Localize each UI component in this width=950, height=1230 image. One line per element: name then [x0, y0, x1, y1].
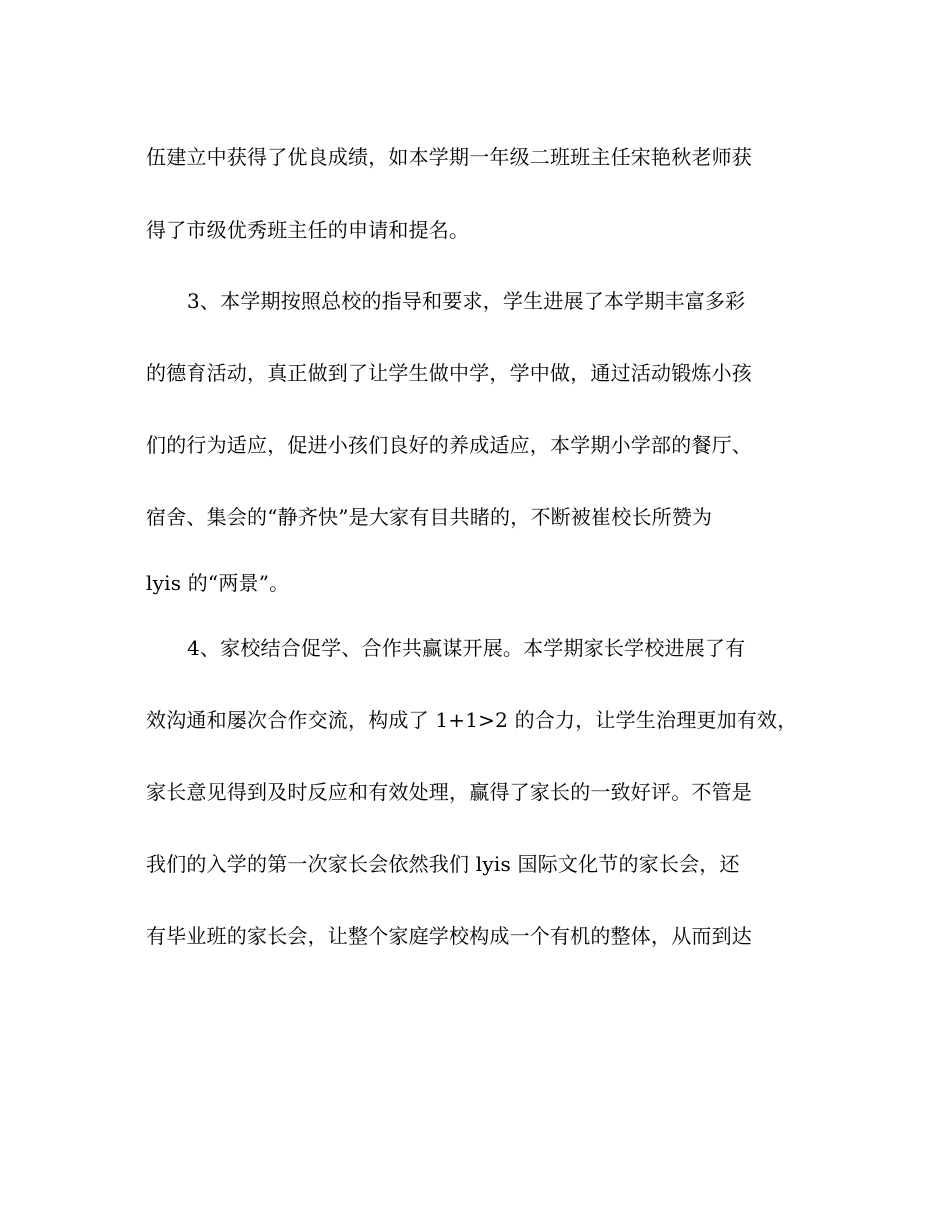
text-line: 伍建立中获得了优良成绩，如本学期一年级二班班主任宋艳秋老师获	[146, 145, 752, 169]
paragraph-start-line: 4、家校结合促学、合作共赢谋开展。本学期家长学校进展了有	[187, 636, 746, 660]
text-line: 们的行为适应，促进小孩们良好的养成适应，本学期小学部的餐厅、	[146, 433, 752, 457]
text-line: 效沟通和屡次合作交流，构成了 1+1>2 的合力，让学生治理更加有效，	[146, 708, 798, 732]
text-line: 我们的入学的第一次家长会依然我们 lyis 国际文化节的家长会，还	[146, 852, 740, 876]
text-line: 家长意见得到及时反应和有效处理，赢得了家长的一致好评。不管是	[146, 780, 752, 804]
text-line: lyis 的“两景”。	[146, 571, 290, 595]
text-line: 宿舍、集会的“静齐快”是大家有目共睹的，不断被崔校长所赞为	[146, 505, 713, 529]
text-line: 的德育活动，真正做到了让学生做中学，学中做，通过活动锻炼小孩	[146, 361, 752, 385]
text-line: 得了市级优秀班主任的申请和提名。	[146, 218, 470, 242]
paragraph-start-line: 3、本学期按照总校的指导和要求，学生进展了本学期丰富多彩	[187, 289, 746, 313]
text-line: 有毕业班的家长会，让整个家庭学校构成一个有机的整体，从而到达	[146, 924, 752, 948]
